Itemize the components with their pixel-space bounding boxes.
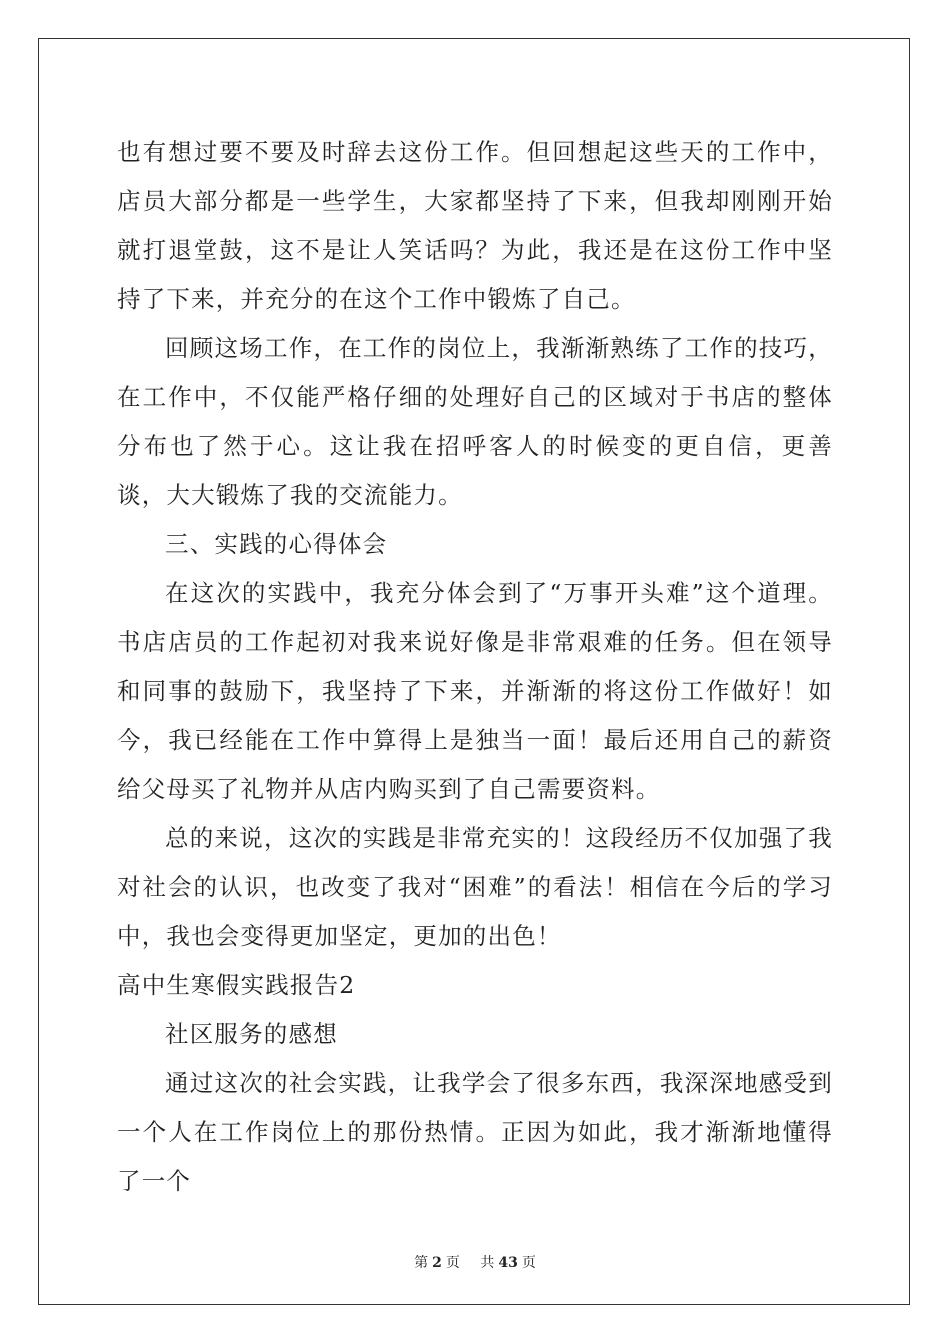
current-page-number: 2 bbox=[432, 1255, 442, 1271]
paragraph-4: 在这次的实践中，我充分体会到了“万事开头难”这个道理。书店店员的工作起初对我来说好像是非常艰难的任务。但在领导和同事的鼓励下，我坚持了下来，并渐渐的将这份工作做好！如今，我已经能在工作中算得上是独当一面！最后还用自己的薪资给父母买了礼物并从店内购买到了自己需要资料。 bbox=[117, 579, 833, 803]
total-pages-indicator: 共 43 页 bbox=[480, 1255, 536, 1271]
paragraph-5: 总的来说，这次的实践是非常充实的！这段经历不仅加强了我对社会的认识，也改变了我对“困难”的看法！相信在今后的学习中，我也会变得更加坚定，更加的出色！ bbox=[117, 824, 833, 950]
paragraph-8: 通过这次的社会实践，让我学会了很多东西，我深深地感受到一个人在工作岗位上的那份热情。正因为如此，我才渐渐地懂得了一个 bbox=[117, 1069, 833, 1195]
page-indicator: 第 2 页 bbox=[414, 1255, 460, 1271]
report-title-2: 高中生寒假实践报告2 bbox=[117, 971, 356, 999]
paragraph-2: 回顾这场工作，在工作的岗位上，我渐渐熟练了工作的技巧，在工作中，不仅能严格仔细的处理好自己的区域对于书店的整体分布也了然于心。这让我在招呼客人的时候变的更自信，更善谈，大大锻炼了我的交流能力。 bbox=[117, 334, 833, 509]
page-footer bbox=[0, 1252, 950, 1272]
total-page-count: 43 bbox=[498, 1255, 518, 1271]
paragraph-1: 也有想过要不要及时辞去这份工作。但回想起这些天的工作中，店员大部分都是一些学生，大家都坚持了下来，但我却刚刚开始就打退堂鼓，这不是让人笑话吗？为此，我还是在这份工作中坚持了下来，并充分的在这个工作中锻炼了自己。 bbox=[117, 138, 833, 313]
report-subtitle: 社区服务的感想 bbox=[165, 1020, 338, 1048]
document-body bbox=[117, 128, 833, 1206]
section-heading-3: 三、实践的心得体会 bbox=[165, 530, 388, 558]
